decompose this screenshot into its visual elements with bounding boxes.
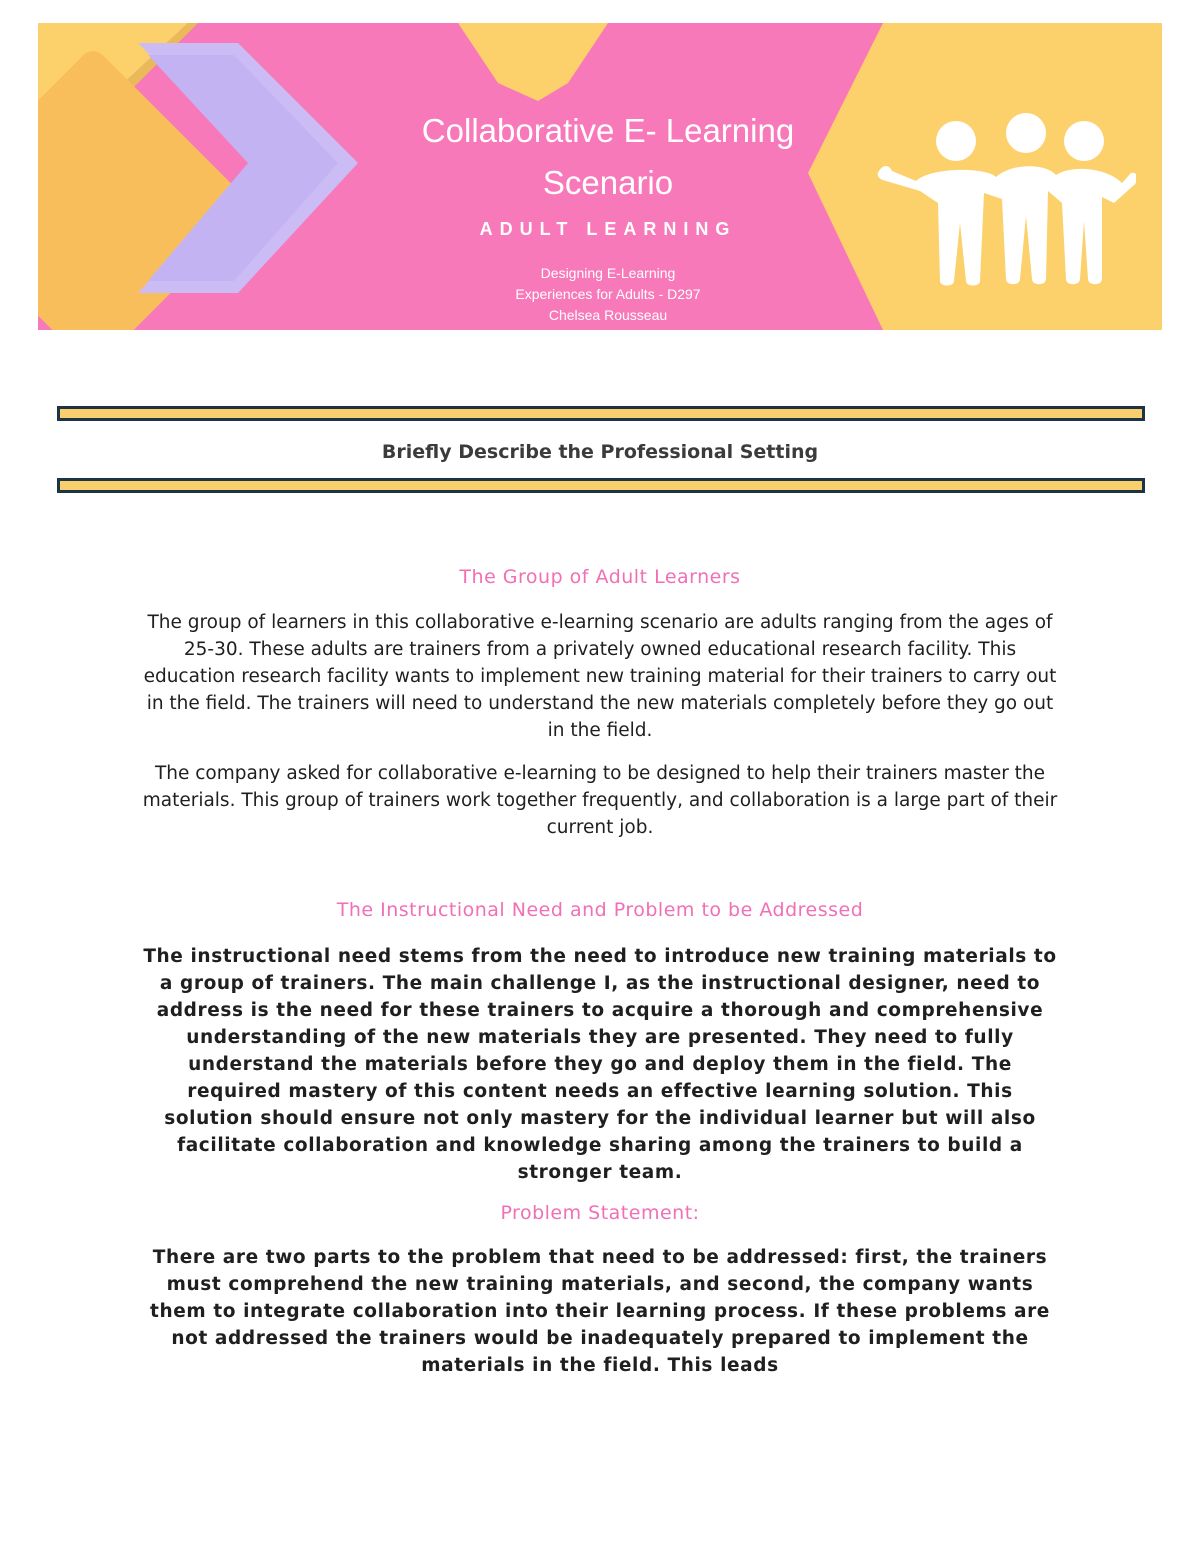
adult-learners-paragraph-2: The company asked for collaborative e-learning to be designed to help their trainers master the materials. This group of trainers work together frequently, and collaboration is a large part of their current job. xyxy=(142,763,1058,838)
banner-title-line1: Collaborative E- Learning xyxy=(421,112,795,149)
banner-title xyxy=(333,105,883,209)
team-people-icon xyxy=(876,111,1136,286)
professional-setting-heading: Briefly Describe the Professional Setting xyxy=(381,441,819,463)
course-name-line2: Experiences for Adults - D297 xyxy=(515,286,701,302)
problem-statement-heading: Problem Statement: xyxy=(500,1202,700,1224)
problem-statement-paragraph: There are two parts to the problem that need to be addressed: first, the trainers must comprehend the new training materials, and second, the company wants them to integrate collaboration into their learning process. If these problems are not addressed the trainers would be inadequately prepared to implement the materials in the field. This leads xyxy=(150,1247,1050,1376)
banner-course-info xyxy=(383,263,833,326)
author-name: Chelsea Rousseau xyxy=(548,307,668,323)
banner-subtitle: ADULT LEARNING xyxy=(479,219,737,239)
section-divider-top xyxy=(57,406,1145,421)
header-banner xyxy=(38,23,1162,330)
adult-learners-heading: The Group of Adult Learners xyxy=(459,566,741,588)
course-name-line1: Designing E-Learning xyxy=(540,265,676,281)
instructional-need-paragraph: The instructional need stems from the need to introduce new training materials to a group of trainers. The main challenge I, as the instructional designer, need to address is the need for these trainers to acquire a thorough and comprehensive understanding of the new materials they are presented. They need to fully understand the materials before they go and deploy them in the field. The required mastery of this content needs an effective learning solution. This solution should ensure not only mastery for the individual learner but will also facilitate collaboration and knowledge sharing among the trainers to build a stronger team. xyxy=(143,946,1057,1183)
banner-title-line2: Scenario xyxy=(542,164,674,201)
instructional-need-heading: The Instructional Need and Problem to be Addressed xyxy=(336,899,864,921)
adult-learners-paragraph-1: The group of learners in this collaborative e-learning scenario are adults ranging from the ages of 25-30. These adults are trainers from a privately owned educational research facility. This education research facility wants to implement new training material for their trainers to carry out in the field. The trainers will need to understand the new materials completely before they go out in the field. xyxy=(143,612,1057,741)
section-divider-bottom xyxy=(57,478,1145,493)
